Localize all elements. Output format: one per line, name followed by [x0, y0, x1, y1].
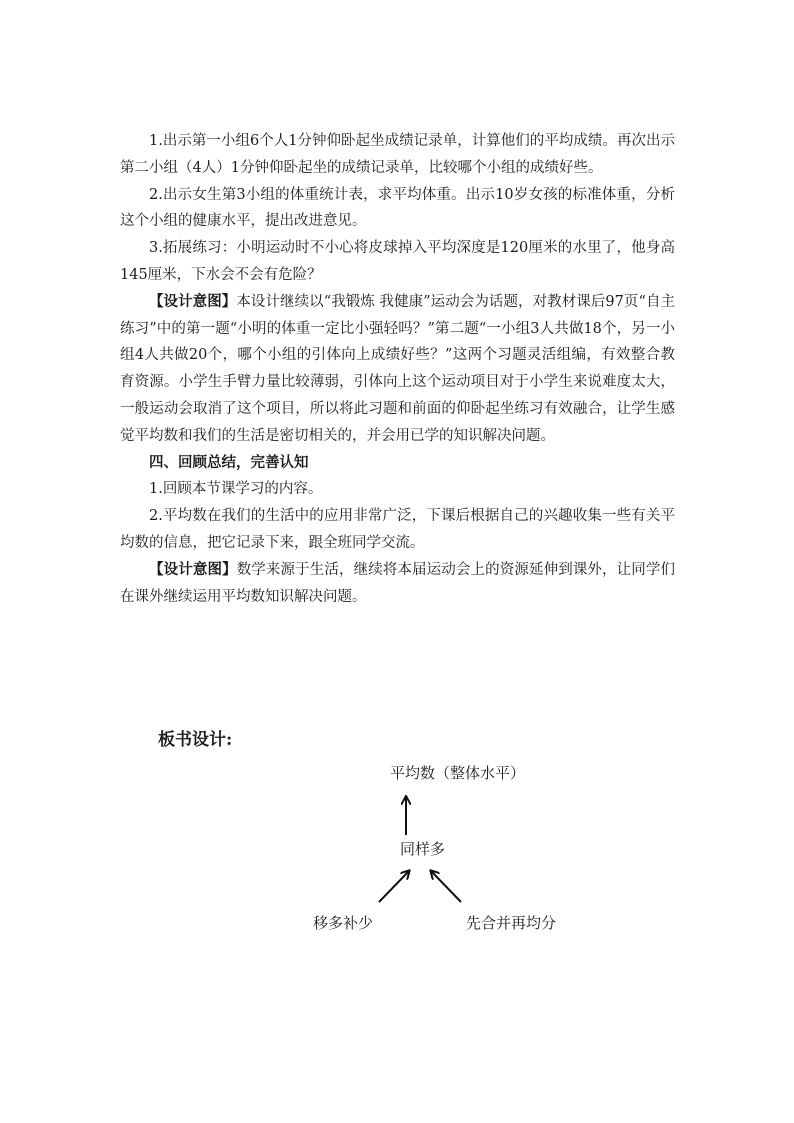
design-intent-tag: 【设计意图】	[149, 560, 237, 578]
exercise-paragraph-1: 1.出示第一小组6个人1分钟仰卧起坐成绩记录单，计算他们的平均成绩。再次出示第二小组（4人）1分钟仰卧起坐的成绩记录单，比较哪个小组的成绩好些。	[120, 133, 675, 176]
arrow-right-diagonal-icon	[431, 871, 461, 902]
arrow-left-diagonal-icon	[379, 871, 409, 902]
design-intent-paragraph-1	[120, 289, 675, 450]
board-node-move-more-to-less: 移多补少	[313, 914, 374, 932]
design-intent-text: 数学来源于生活，继续将本届运动会上的资源延伸到课外，让同学们在课外继续运用平均数知识解决问题。	[120, 561, 675, 605]
board-node-combine-then-divide: 先合并再均分	[466, 914, 557, 932]
exercise-paragraph-2: 2.出示女生第3小组的体重统计表，求平均体重。出示10岁女孩的标准体重，分析这个小组的健康水平，提出改进意见。	[120, 186, 675, 230]
board-node-average: 平均数（整体水平）	[390, 764, 526, 782]
design-intent-paragraph-2	[120, 557, 675, 611]
summary-item-2: 2.平均数在我们的生活中的应用非常广泛，下课后根据自己的兴趣收集一些有关平均数的信息，把它记录下来，跟全班同学交流。	[120, 508, 675, 551]
board-node-equal: 同样多	[400, 840, 446, 858]
lesson-text	[120, 128, 675, 610]
design-intent-tag: 【设计意图】	[149, 292, 237, 310]
board-design-title: 板书设计:	[158, 730, 233, 750]
exercise-paragraph-3: 3.拓展练习：小明运动时不小心将皮球掉入平均深度是120厘米的水里了，他身高145厘米，下水会不会有危险？	[120, 240, 675, 283]
summary-item-1: 1.回顾本节课学习的内容。	[149, 481, 323, 498]
design-intent-text: 本设计继续以“我锻炼 我健康”运动会为话题，对教材课后97页“自主练习”中的第一题“小明的体重一定比小强轻吗？”第二题“一小组3人共做18个，另一小组4人共做20个，哪个小组的引体向上成绩好些？”这两个习题灵活组编，有效整合教育资源。小学生手臂力量比较薄弱，引体向上这个运动项目对于小学生来说难度太大，一般运动会取消了这个项目，所以将此习题和前面的仰卧起坐练习有效融合，让学生感觉平均数和我们的生活是密切相关的，并会用已学的知识解决问题。	[120, 293, 676, 444]
section-heading: 四、回顾总结，完善认知	[149, 453, 309, 471]
